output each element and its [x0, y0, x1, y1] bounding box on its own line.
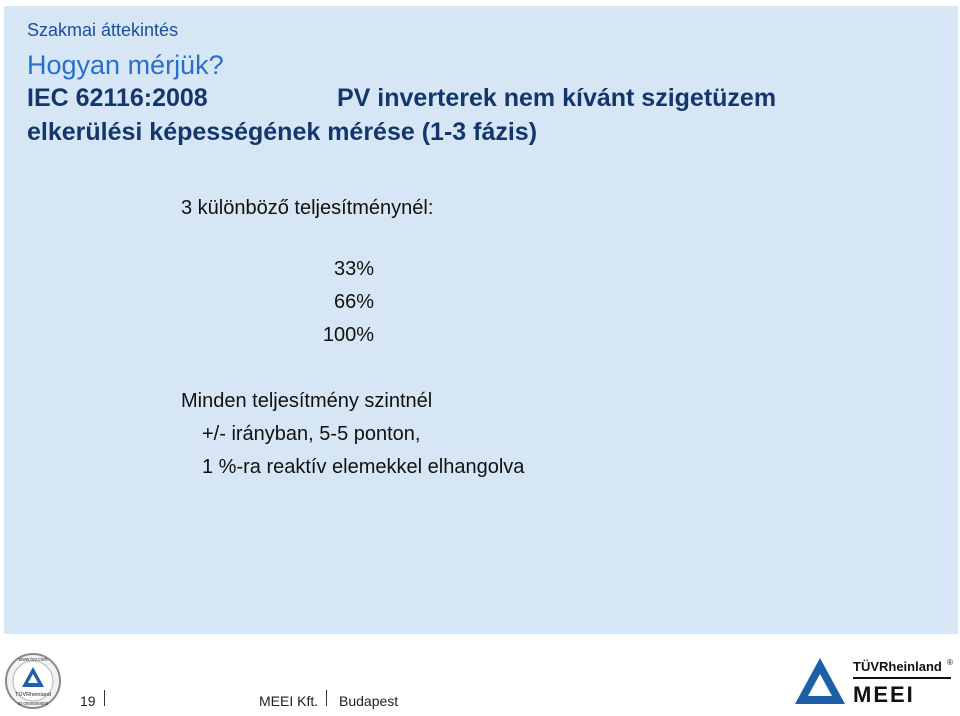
tuv-seal-logo [4, 652, 62, 710]
registered-mark: ® [947, 658, 953, 667]
slide-headline: Hogyan mérjük? [27, 50, 224, 80]
power-level-item: 100% [322, 324, 374, 346]
page-number: 19 [80, 693, 96, 709]
standard-code: IEC 62116:2008 [27, 84, 208, 112]
footer-divider [326, 690, 327, 706]
tuv-brand-text: TÜVRheinland [853, 659, 942, 674]
detail-line-2: 1 %-ra reaktív elemekkel elhangolva [202, 456, 525, 478]
seal-brand-text: TÜVRheinland [15, 692, 51, 698]
meei-brand-text: MEEI [853, 682, 915, 707]
title-line2: elkerülési képességének mérése (1-3 fázis) [27, 118, 538, 146]
seal-id-text: ID 0000000000 [17, 701, 49, 706]
footer-city: Budapest [339, 693, 399, 709]
power-level-item: 66% [333, 291, 374, 313]
title-line1: PV inverterek nem kívánt szigetüzem [337, 84, 777, 112]
detail-line-1: +/- irányban, 5-5 ponton, [202, 423, 421, 445]
footer-divider [104, 690, 105, 706]
all-levels-text: Minden teljesítmény szintnél [181, 390, 433, 412]
power-levels-intro: 3 különböző teljesítménynél: [181, 197, 434, 219]
seal-url-text: www.tuv.com [18, 657, 48, 663]
section-label: Szakmai áttekintés [27, 20, 179, 40]
footer-organization: MEEI Kft. [259, 693, 319, 709]
power-level-item: 33% [333, 258, 374, 280]
tuv-meei-logo [795, 652, 957, 712]
